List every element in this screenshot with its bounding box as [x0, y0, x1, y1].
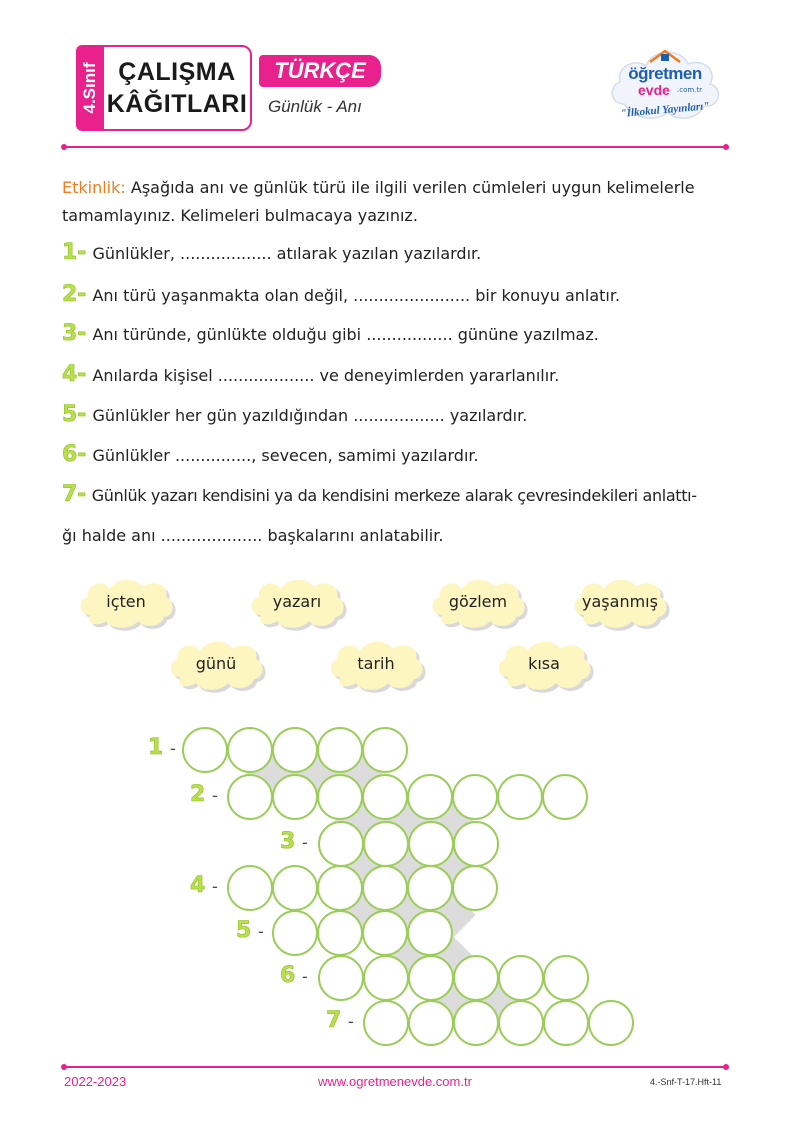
word-option: yaşanmış — [582, 592, 658, 611]
puzzle-cell[interactable] — [318, 955, 364, 1001]
puzzle-cell[interactable] — [453, 1000, 499, 1046]
puzzle-cell[interactable] — [452, 774, 498, 820]
question-text: Anı türü yaşanmakta olan değil, ....................... bir konuyu anlatır. — [92, 286, 621, 305]
logo-text-evde: evde — [638, 82, 670, 98]
puzzle-row-label: 7 — [326, 1008, 342, 1033]
puzzle-row-dash: - — [258, 922, 264, 941]
grade-label: 4.Sınıf — [80, 62, 99, 114]
word-cloud — [166, 637, 270, 695]
question-text: Günlükler her gün yazıldığından .................. yazılardır. — [92, 406, 528, 425]
puzzle-cell[interactable] — [543, 955, 589, 1001]
puzzle-cell[interactable] — [272, 910, 318, 956]
footer-year: 2022-2023 — [64, 1074, 127, 1089]
footer-divider — [64, 1066, 726, 1068]
puzzle-cell[interactable] — [227, 774, 273, 820]
title-line1: ÇALIŞMA — [118, 58, 236, 86]
question-number: 2- — [62, 282, 87, 307]
topic-label: Günlük - Anı — [268, 97, 362, 116]
word-cloud — [247, 575, 351, 633]
word-option: yazarı — [272, 592, 322, 611]
question-6 — [62, 442, 479, 467]
logo-tagline: "İlkokul Yayınları" — [620, 100, 710, 120]
puzzle-cell[interactable] — [363, 955, 409, 1001]
puzzle-cell[interactable] — [317, 865, 363, 911]
question-4 — [62, 362, 559, 387]
word-cloud — [570, 575, 674, 633]
puzzle-row-label: 5 — [236, 918, 252, 943]
title-box — [102, 45, 252, 131]
puzzle-cell[interactable] — [408, 1000, 454, 1046]
activity-instruction — [62, 174, 742, 230]
puzzle-row-dash: - — [302, 967, 308, 986]
puzzle-cell[interactable] — [452, 865, 498, 911]
puzzle-cell[interactable] — [318, 821, 364, 867]
puzzle-row-dash: - — [212, 877, 218, 896]
question-number: 5- — [62, 402, 87, 427]
logo-text-ogretmen: öğretmen — [628, 64, 702, 83]
puzzle-row-label: 6 — [280, 963, 296, 988]
puzzle-row-dash: - — [212, 786, 218, 805]
footer-website: www.ogretmenevde.com.tr — [318, 1074, 472, 1089]
question-2 — [62, 282, 620, 307]
puzzle-cell[interactable] — [272, 774, 318, 820]
question-text: Günlük yazarı kendisini ya da kendisini merkeze alarak çevresindekileri anlattı- — [91, 486, 697, 505]
question-text: Günlükler, .................. atılarak yazılan yazılardır. — [92, 244, 482, 263]
puzzle-row-dash: - — [302, 833, 308, 852]
puzzle-cell[interactable] — [363, 1000, 409, 1046]
word-cloud — [76, 575, 180, 633]
publisher-logo — [606, 42, 724, 128]
footer-code: 4.-Snf-T-17.Hft-11 — [650, 1077, 722, 1087]
word-option: içten — [106, 592, 146, 611]
puzzle-cell[interactable] — [407, 910, 453, 956]
word-cloud — [326, 637, 430, 695]
question-number: 6- — [62, 442, 87, 467]
header-divider — [64, 146, 726, 148]
puzzle-cell[interactable] — [362, 774, 408, 820]
puzzle-cell[interactable] — [408, 821, 454, 867]
question-5 — [62, 402, 527, 427]
activity-label: Etkinlik: — [62, 178, 126, 197]
puzzle-cell[interactable] — [588, 1000, 634, 1046]
question-7 — [62, 482, 697, 507]
puzzle-cell[interactable] — [272, 727, 318, 773]
puzzle-row-label: 1 — [148, 735, 164, 760]
puzzle-row-label: 4 — [190, 873, 206, 898]
puzzle-cell[interactable] — [227, 727, 273, 773]
puzzle-cell[interactable] — [453, 955, 499, 1001]
question-1 — [62, 240, 481, 265]
activity-text: Aşağıda anı ve günlük türü ile ilgili verilen cümleleri uygun kelimelerle tamamlayınız. Kelimeleri bulmacaya yazınız. — [62, 178, 695, 225]
puzzle-row-dash: - — [348, 1012, 354, 1031]
puzzle-cell[interactable] — [497, 774, 543, 820]
question-number: 1- — [62, 240, 87, 265]
puzzle-row-label: 2 — [190, 782, 206, 807]
puzzle-cell[interactable] — [408, 955, 454, 1001]
question-7-continued: ğı halde anı .................... başkalarını anlatabilir. — [62, 526, 444, 545]
puzzle-cell[interactable] — [182, 727, 228, 773]
puzzle-cell[interactable] — [363, 821, 409, 867]
puzzle-cell[interactable] — [543, 1000, 589, 1046]
puzzle-row-label: 3 — [280, 829, 296, 854]
question-text: Anılarda kişisel ................... ve deneyimlerden yararlanılır. — [92, 366, 560, 385]
question-number: 7- — [62, 482, 86, 507]
puzzle-cell[interactable] — [498, 955, 544, 1001]
question-text: Günlükler ..............., sevecen, samimi yazılardır. — [92, 446, 479, 465]
puzzle-row-dash: - — [170, 739, 176, 758]
puzzle-cell[interactable] — [498, 1000, 544, 1046]
puzzle-cell[interactable] — [227, 865, 273, 911]
title-line2: KÂĞITLARI — [106, 90, 248, 118]
question-text: Anı türünde, günlükte olduğu gibi ................. gününe yazılmaz. — [92, 325, 599, 344]
puzzle-cell[interactable] — [272, 865, 318, 911]
puzzle-cell[interactable] — [317, 774, 363, 820]
question-number: 3- — [62, 321, 87, 346]
question-number: 4- — [62, 362, 87, 387]
logo-text-domain: .com.tr — [677, 86, 703, 94]
puzzle-cell[interactable] — [317, 910, 363, 956]
puzzle-cell[interactable] — [317, 727, 363, 773]
word-option: günü — [195, 654, 237, 673]
word-option: kısa — [528, 654, 560, 673]
grade-tab — [76, 45, 104, 131]
puzzle-cell[interactable] — [542, 774, 588, 820]
puzzle-cell[interactable] — [407, 865, 453, 911]
word-option: tarih — [357, 654, 395, 673]
puzzle-cell[interactable] — [362, 910, 408, 956]
word-option: gözlem — [448, 592, 508, 611]
subject-badge: TÜRKÇE — [259, 55, 381, 87]
puzzle-cell[interactable] — [453, 821, 499, 867]
puzzle-cell[interactable] — [362, 727, 408, 773]
puzzle-cell[interactable] — [362, 865, 408, 911]
question-3 — [62, 321, 599, 346]
word-cloud — [494, 637, 598, 695]
puzzle-cell[interactable] — [407, 774, 453, 820]
word-cloud — [428, 575, 532, 633]
